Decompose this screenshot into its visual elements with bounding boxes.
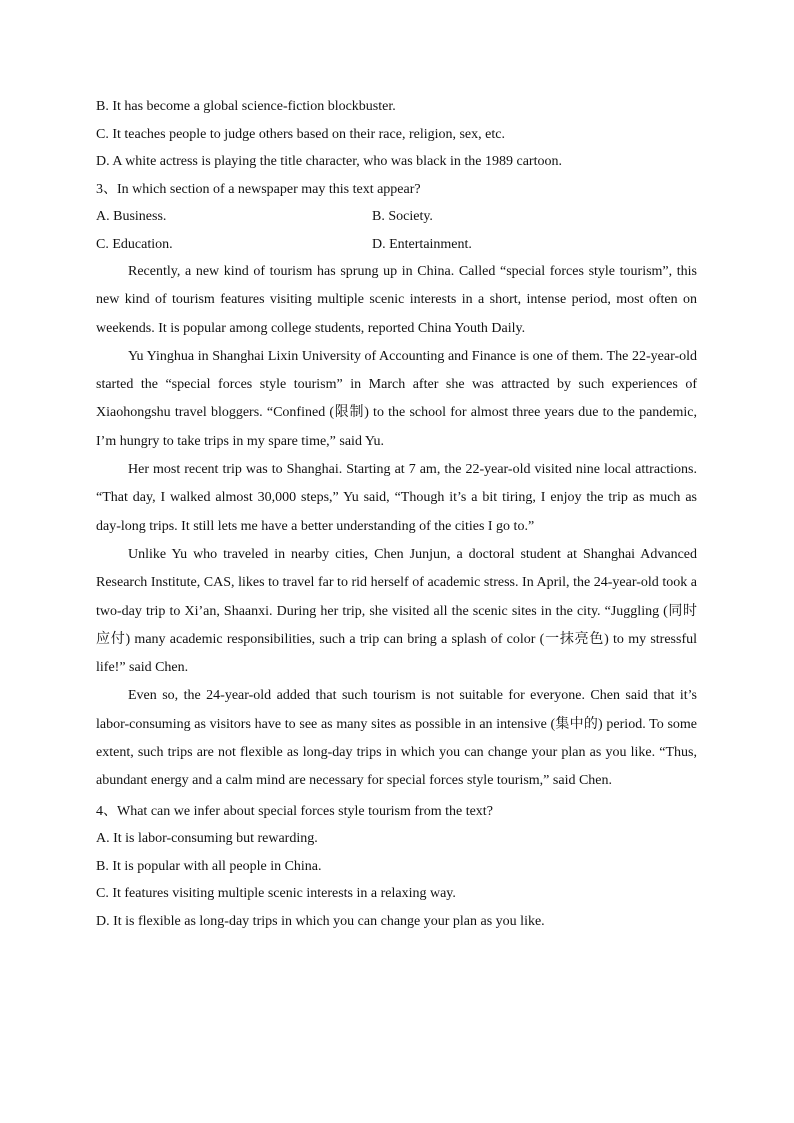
- q3-option-d: D. Entertainment.: [372, 236, 472, 252]
- q3-option-b: B. Society.: [372, 209, 433, 224]
- q4-option-c: C. It features visiting multiple scenic interests in a relaxing way.: [96, 886, 456, 902]
- q2-option-b: B. It has become a global science-fiction blockbuster.: [96, 99, 396, 114]
- passage-paragraph-1: Recently, a new kind of tourism has sprung up in China. Called “special forces style tourism”, this new kind of tourism features visiting multiple scenic interests in a short, intense period, most often on weekends. It is popular among college students, reported China Youth Daily.: [96, 264, 697, 336]
- q3-options-row-2: [96, 231, 697, 259]
- passage-paragraph-2: Yu Yinghua in Shanghai Lixin University of Accounting and Finance is one of them. The 22-year-old started the “special forces style tourism” in March after she was attracted by such experiences of Xiaohongshu travel bloggers. “Confined (限制) to the school for almost three years due to the pandemic, I’m hungry to take trips in my spare time,” said Yu.: [96, 348, 697, 449]
- q4-option-a: A. It is labor-consuming but rewarding.: [96, 831, 318, 847]
- q4-question: 4、What can we infer about special forces style tourism from the text?: [96, 803, 493, 819]
- q3-options-row-1: [96, 203, 697, 231]
- q3-question: 3、In which section of a newspaper may this text appear?: [96, 181, 421, 197]
- passage-paragraph-3: Her most recent trip was to Shanghai. Starting at 7 am, the 22-year-old visited nine local attractions. “That day, I walked almost 30,000 steps,” Yu said, “Though it’s a bit tiring, I enjoy the trip as much as day-long trips. It still lets me have a better understanding of the cities I go to.”: [96, 462, 697, 534]
- q3-option-a: A. Business.: [96, 209, 167, 224]
- q4-option-b: B. It is popular with all people in China.: [96, 858, 322, 874]
- passage-paragraph-5: Even so, the 24-year-old added that such tourism is not suitable for everyone. Chen said that it’s labor-consuming as visitors have to see as many sites as possible in an intensive (集中的) period. To some extent, such trips are not flexible as long-day trips in which you can change your plan as you like. “Thus, abundant energy and a calm mind are necessary for special forces style tourism,” said Chen.: [96, 688, 697, 789]
- q2-option-c: C. It teaches people to judge others based on their race, religion, sex, etc.: [96, 126, 505, 142]
- q2-option-d: D. A white actress is playing the title character, who was black in the 1989 cartoon.: [96, 154, 562, 169]
- passage-paragraph-4: Unlike Yu who traveled in nearby cities, Chen Junjun, a doctoral student at Shanghai Advanced Research Institute, CAS, likes to travel far to rid herself of academic stress. In April, the 24-year-old took a two-day trip to Xi’an, Shaanxi. During her trip, she visited all the scenic sites in the city. “Juggling (同时应付) many academic responsibilities, such a trip can bring a splash of color (一抹亮色) to my stressful life!” said Chen.: [96, 546, 697, 676]
- reading-passage: [96, 258, 697, 796]
- document-page: [96, 93, 697, 935]
- q4-option-d: D. It is flexible as long-day trips in which you can change your plan as you like.: [96, 913, 545, 929]
- q3-option-c: C. Education.: [96, 236, 173, 252]
